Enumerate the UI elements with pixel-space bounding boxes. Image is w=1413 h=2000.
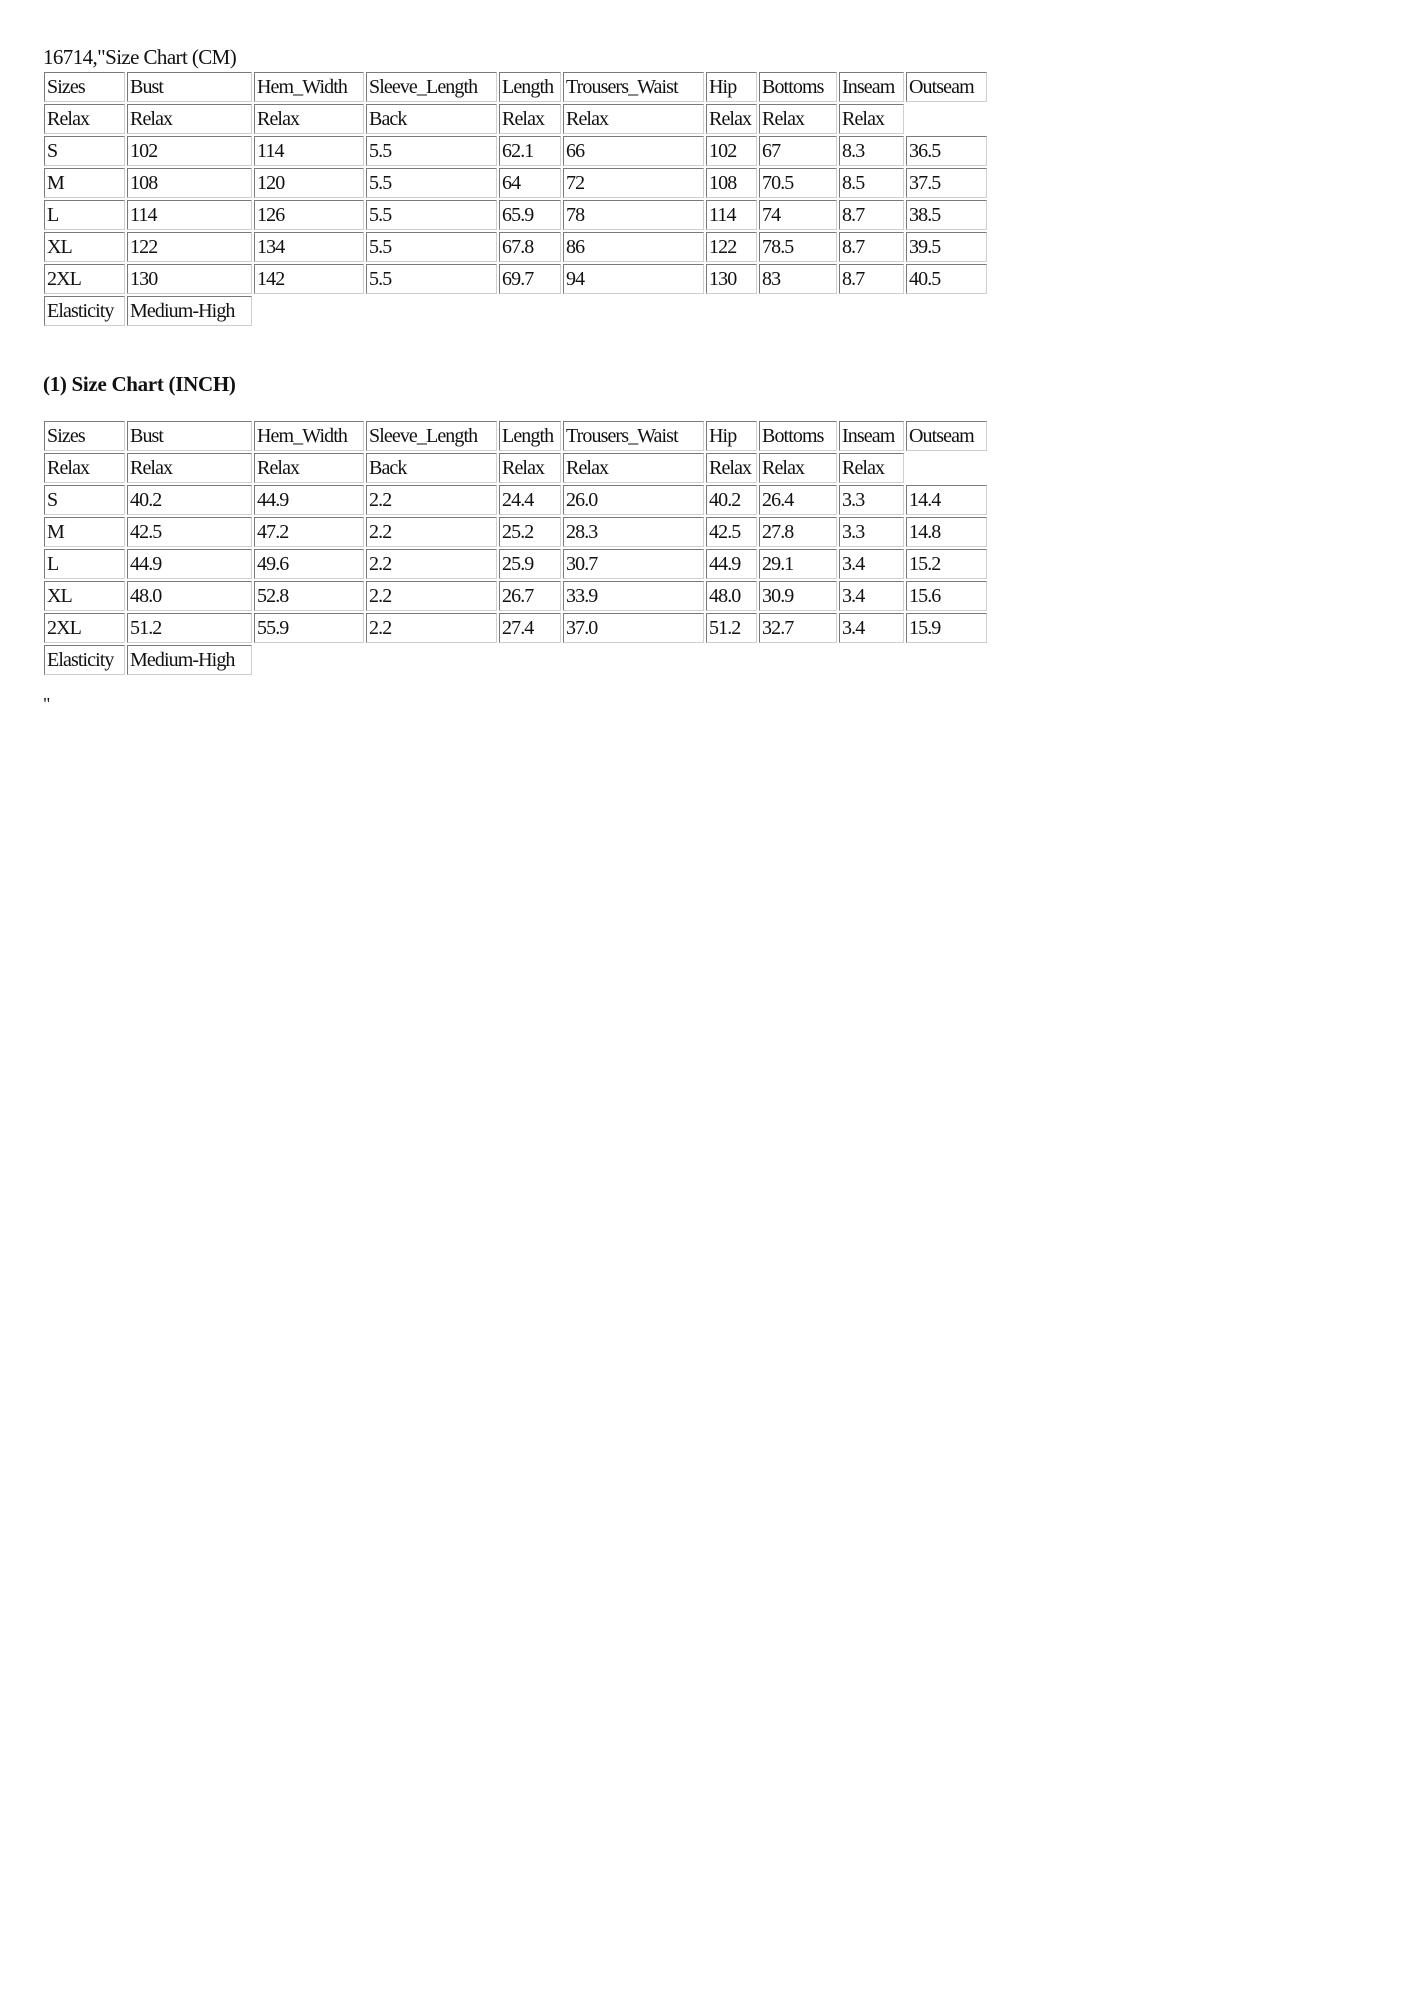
table-cell: 37.5	[906, 168, 987, 198]
table-cell: 37.0	[563, 613, 704, 643]
table-cell: Back	[366, 453, 497, 483]
table-cell: 8.7	[839, 232, 904, 262]
table-cell: 27.4	[499, 613, 561, 643]
table-cell: 15.6	[906, 581, 987, 611]
table-cell: 28.3	[563, 517, 704, 547]
table-cell: 74	[759, 200, 837, 230]
table-cell: 42.5	[127, 517, 252, 547]
table-cell: 8.7	[839, 264, 904, 294]
table-cell: Length	[499, 72, 561, 102]
table-cell: 33.9	[563, 581, 704, 611]
table-cell: 25.9	[499, 549, 561, 579]
table-cell: 5.5	[366, 232, 497, 262]
table-cell: 15.2	[906, 549, 987, 579]
table-cell: 8.7	[839, 200, 904, 230]
table-cell: L	[44, 549, 125, 579]
empty-cell	[839, 645, 904, 675]
table-cell: 122	[127, 232, 252, 262]
table-cell: 67.8	[499, 232, 561, 262]
table-cell: Relax	[759, 453, 837, 483]
table-cell: 142	[254, 264, 364, 294]
table-cell: Relax	[563, 453, 704, 483]
table-cell: 30.9	[759, 581, 837, 611]
table-cell: Relax	[839, 453, 904, 483]
table-cell: 78	[563, 200, 704, 230]
empty-cell	[366, 645, 497, 675]
table-cell: 3.4	[839, 613, 904, 643]
table-cell: Relax	[254, 104, 364, 134]
table-cell: 86	[563, 232, 704, 262]
table-cell: 114	[706, 200, 757, 230]
empty-cell	[499, 296, 561, 326]
table-cell: Inseam	[839, 72, 904, 102]
table-cell: 2XL	[44, 613, 125, 643]
table-cell: 3.3	[839, 517, 904, 547]
table-row	[44, 581, 987, 611]
table-cell: 108	[127, 168, 252, 198]
table-cell: Hip	[706, 72, 757, 102]
table-cell: 114	[254, 136, 364, 166]
table-cell: Relax	[563, 104, 704, 134]
subheader-row	[44, 104, 987, 134]
table-cell: 5.5	[366, 264, 497, 294]
empty-cell	[254, 645, 364, 675]
table-cell: 2.2	[366, 485, 497, 515]
table-cell: 36.5	[906, 136, 987, 166]
size-chart-cm-body	[44, 72, 987, 326]
table-cell: 108	[706, 168, 757, 198]
table-cell: 25.2	[499, 517, 561, 547]
table-cell: 51.2	[127, 613, 252, 643]
table-cell: 27.8	[759, 517, 837, 547]
elasticity-row	[44, 296, 987, 326]
page-title: 16714,"Size Chart (CM)	[43, 45, 237, 69]
table-cell: S	[44, 136, 125, 166]
table-cell: 134	[254, 232, 364, 262]
table-cell: 26.0	[563, 485, 704, 515]
table-cell: L	[44, 200, 125, 230]
table-cell: 44.9	[706, 549, 757, 579]
table-cell: 69.7	[499, 264, 561, 294]
size-chart-cm-table	[42, 70, 989, 328]
table-cell: 122	[706, 232, 757, 262]
table-cell: XL	[44, 232, 125, 262]
table-cell: Bust	[127, 421, 252, 451]
header-row	[44, 421, 987, 451]
empty-cell	[563, 296, 704, 326]
table-cell: 65.9	[499, 200, 561, 230]
table-cell: 78.5	[759, 232, 837, 262]
table-cell: Hem_Width	[254, 72, 364, 102]
table-cell: 5.5	[366, 200, 497, 230]
table-cell: 62.1	[499, 136, 561, 166]
empty-cell	[759, 645, 837, 675]
table-cell: Elasticity	[44, 645, 125, 675]
table-cell: 30.7	[563, 549, 704, 579]
table-cell: 64	[499, 168, 561, 198]
table-cell: 130	[127, 264, 252, 294]
table-cell: Relax	[759, 104, 837, 134]
table-cell: 40.2	[706, 485, 757, 515]
table-cell: 44.9	[254, 485, 364, 515]
table-cell: 2XL	[44, 264, 125, 294]
table-cell: XL	[44, 581, 125, 611]
table-cell: Bottoms	[759, 72, 837, 102]
table-cell: Sleeve_Length	[366, 72, 497, 102]
empty-cell	[906, 104, 987, 134]
table-cell: Sizes	[44, 72, 125, 102]
table-cell: 102	[127, 136, 252, 166]
table-cell: Trousers_Waist	[563, 72, 704, 102]
table-cell: 8.3	[839, 136, 904, 166]
empty-cell	[366, 296, 497, 326]
empty-cell	[499, 645, 561, 675]
table-cell: 66	[563, 136, 704, 166]
table-cell: Sleeve_Length	[366, 421, 497, 451]
table-cell: 114	[127, 200, 252, 230]
table-cell: 2.2	[366, 549, 497, 579]
table-cell: 26.4	[759, 485, 837, 515]
table-cell: 15.9	[906, 613, 987, 643]
table-cell: Back	[366, 104, 497, 134]
table-cell: Relax	[499, 453, 561, 483]
table-cell: Relax	[254, 453, 364, 483]
header-row	[44, 72, 987, 102]
table-cell: 83	[759, 264, 837, 294]
table-cell: 102	[706, 136, 757, 166]
table-row	[44, 613, 987, 643]
table-cell: 130	[706, 264, 757, 294]
table-row	[44, 136, 987, 166]
table-cell: 40.2	[127, 485, 252, 515]
table-cell: 3.3	[839, 485, 904, 515]
empty-cell	[839, 296, 904, 326]
elasticity-row	[44, 645, 987, 675]
table-cell: Bust	[127, 72, 252, 102]
table-cell: Relax	[706, 104, 757, 134]
table-cell: 70.5	[759, 168, 837, 198]
size-chart-inch-body	[44, 421, 987, 675]
table-cell: 3.4	[839, 581, 904, 611]
table-cell: 44.9	[127, 549, 252, 579]
table-cell: 51.2	[706, 613, 757, 643]
table-cell: 120	[254, 168, 364, 198]
table-cell: 5.5	[366, 168, 497, 198]
table-cell: Relax	[839, 104, 904, 134]
table-row	[44, 200, 987, 230]
table-cell: Elasticity	[44, 296, 125, 326]
table-cell: 2.2	[366, 613, 497, 643]
table-row	[44, 168, 987, 198]
table-cell: 26.7	[499, 581, 561, 611]
empty-cell	[906, 645, 987, 675]
table-cell: Medium-High	[127, 645, 252, 675]
table-cell: Hem_Width	[254, 421, 364, 451]
size-chart-inch-table	[42, 419, 989, 677]
table-cell: Inseam	[839, 421, 904, 451]
table-cell: Relax	[127, 104, 252, 134]
table-row	[44, 264, 987, 294]
table-cell: Bottoms	[759, 421, 837, 451]
closing-quote-mark: "	[43, 694, 51, 714]
table-cell: 72	[563, 168, 704, 198]
table-cell: 48.0	[706, 581, 757, 611]
table-cell: Trousers_Waist	[563, 421, 704, 451]
table-cell: 48.0	[127, 581, 252, 611]
empty-cell	[706, 645, 757, 675]
table-cell: Outseam	[906, 72, 987, 102]
table-cell: 49.6	[254, 549, 364, 579]
empty-cell	[906, 296, 987, 326]
table-row	[44, 517, 987, 547]
table-cell: M	[44, 517, 125, 547]
table-cell: 39.5	[906, 232, 987, 262]
table-cell: 67	[759, 136, 837, 166]
table-cell: Sizes	[44, 421, 125, 451]
empty-cell	[759, 296, 837, 326]
table-cell: 94	[563, 264, 704, 294]
table-cell: 3.4	[839, 549, 904, 579]
table-cell: 8.5	[839, 168, 904, 198]
empty-cell	[563, 645, 704, 675]
inch-chart-title: (1) Size Chart (INCH)	[43, 372, 236, 396]
table-cell: 38.5	[906, 200, 987, 230]
table-cell: 126	[254, 200, 364, 230]
table-cell: Relax	[499, 104, 561, 134]
table-cell: Medium-High	[127, 296, 252, 326]
table-cell: Outseam	[906, 421, 987, 451]
table-cell: 47.2	[254, 517, 364, 547]
table-cell: 52.8	[254, 581, 364, 611]
table-cell: 40.5	[906, 264, 987, 294]
table-cell: Relax	[44, 104, 125, 134]
empty-cell	[906, 453, 987, 483]
table-cell: 42.5	[706, 517, 757, 547]
table-row	[44, 549, 987, 579]
table-cell: 5.5	[366, 136, 497, 166]
table-cell: 24.4	[499, 485, 561, 515]
table-cell: Hip	[706, 421, 757, 451]
subheader-row	[44, 453, 987, 483]
table-row	[44, 232, 987, 262]
table-row	[44, 485, 987, 515]
table-cell: 14.8	[906, 517, 987, 547]
table-cell: 32.7	[759, 613, 837, 643]
table-cell: 29.1	[759, 549, 837, 579]
empty-cell	[254, 296, 364, 326]
table-cell: Relax	[706, 453, 757, 483]
table-cell: 55.9	[254, 613, 364, 643]
table-cell: 2.2	[366, 581, 497, 611]
table-cell: M	[44, 168, 125, 198]
table-cell: 14.4	[906, 485, 987, 515]
table-cell: 2.2	[366, 517, 497, 547]
table-cell: Relax	[127, 453, 252, 483]
table-cell: Length	[499, 421, 561, 451]
table-cell: S	[44, 485, 125, 515]
empty-cell	[706, 296, 757, 326]
table-cell: Relax	[44, 453, 125, 483]
